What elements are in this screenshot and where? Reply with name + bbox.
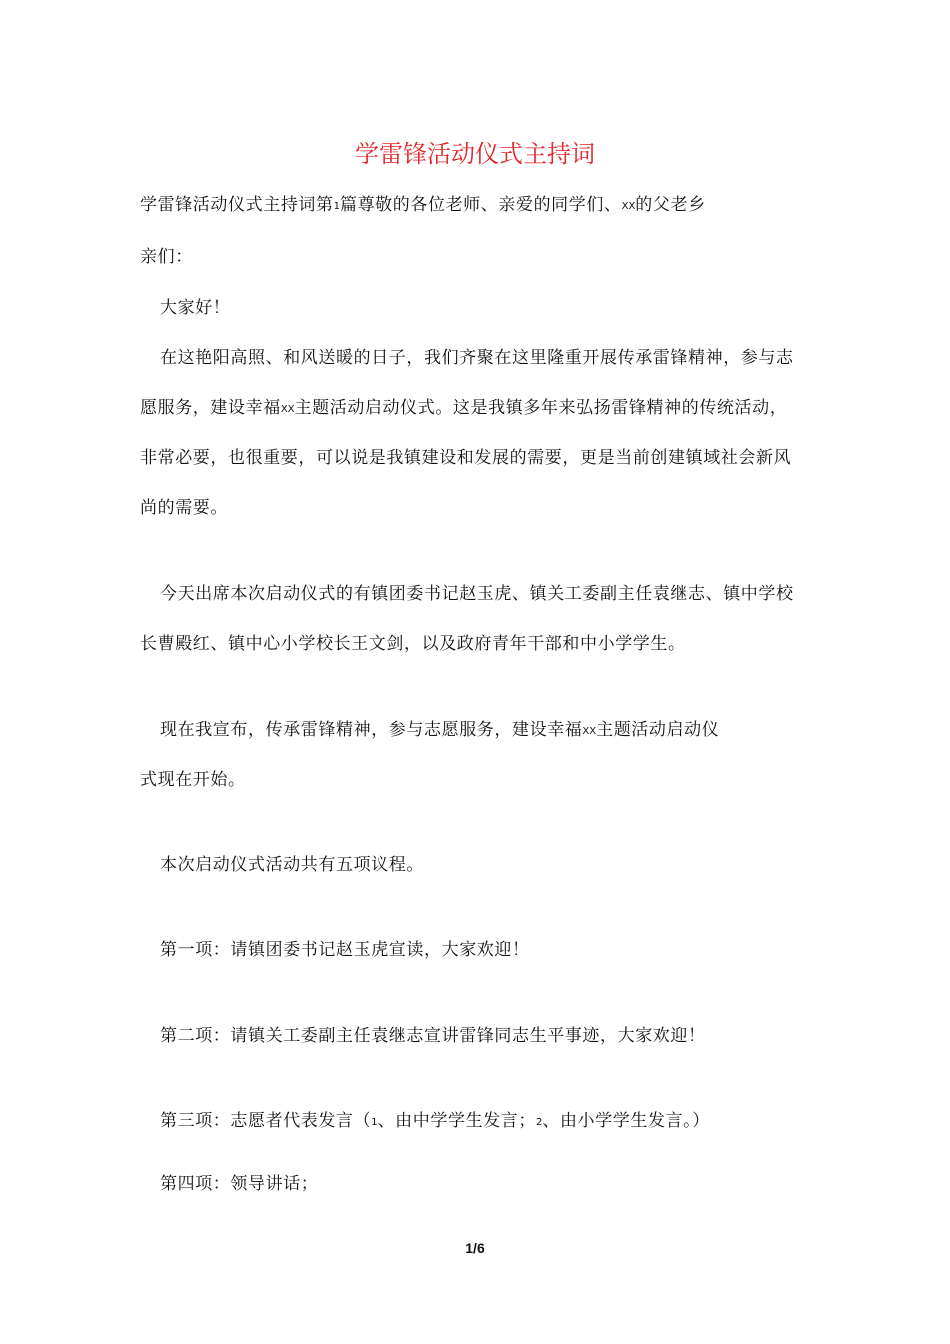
paragraph-line: 本次启动仪式活动共有五项议程。 xyxy=(160,855,424,875)
paragraph-line: 尚的需要。 xyxy=(140,498,228,518)
paragraph-line: 第一项：请镇团委书记赵玉虎宣读，大家欢迎！ xyxy=(160,940,530,960)
text-run: XX xyxy=(621,201,636,212)
text-run: 学雷锋活动仪式主持词第 xyxy=(140,195,334,215)
paragraph-line xyxy=(160,718,719,744)
text-run: 现在我宣布，传承雷锋精神，参与志愿服务，建设幸福 xyxy=(160,720,583,740)
text-run: 1 xyxy=(371,1117,378,1128)
paragraph-line: 在这艳阳高照、和风送暖的日子，我们齐聚在这里隆重开展传承雷锋精神，参与志 xyxy=(160,348,794,368)
paragraph-line: 亲们： xyxy=(140,247,193,267)
document-title: 学雷锋活动仪式主持词 xyxy=(355,140,595,168)
paragraph-line: 第四项：领导讲话； xyxy=(160,1174,319,1194)
paragraph-line: 长曹殿红、镇中心小学校长王文剑，以及政府青年干部和中小学学生。 xyxy=(140,634,686,654)
paragraph-line: 非常必要，也很重要，可以说是我镇建设和发展的需要，更是当前创建镇域社会新风 xyxy=(140,448,792,468)
text-run: 、由小学学生发言。） xyxy=(542,1111,710,1131)
text-run: 愿服务，建设幸福 xyxy=(140,398,281,418)
text-run: 篇尊敬的各位老师、亲爱的同学们、 xyxy=(339,195,622,215)
paragraph-line xyxy=(140,396,787,422)
text-run: XX xyxy=(582,726,597,737)
paragraph-line xyxy=(160,1109,710,1135)
paragraph-line: 今天出席本次启动仪式的有镇团委书记赵玉虎、镇关工委副主任袁继志、镇中学校 xyxy=(160,584,794,604)
text-run: 、由中学学生发言； xyxy=(377,1111,536,1131)
text-run: 主题活动启动仪 xyxy=(596,720,720,740)
text-run: 1 xyxy=(333,201,340,212)
paragraph-line xyxy=(140,193,706,219)
text-run: 2 xyxy=(535,1117,543,1128)
text-run: 主题活动启动仪式。这是我镇多年来弘扬雷锋精神的传统活动， xyxy=(294,398,788,418)
paragraph-line: 第二项：请镇关工委副主任袁继志宣讲雷锋同志生平事迹，大家欢迎！ xyxy=(160,1026,706,1046)
paragraph-line: 式现在开始。 xyxy=(140,770,246,790)
text-run: XX xyxy=(280,404,295,415)
text-run: 的父老乡 xyxy=(635,195,706,215)
page-number: 1/6 xyxy=(465,1240,485,1256)
paragraph-line: 大家好！ xyxy=(160,298,231,318)
text-run: 第三项：志愿者代表发言（ xyxy=(160,1111,372,1131)
